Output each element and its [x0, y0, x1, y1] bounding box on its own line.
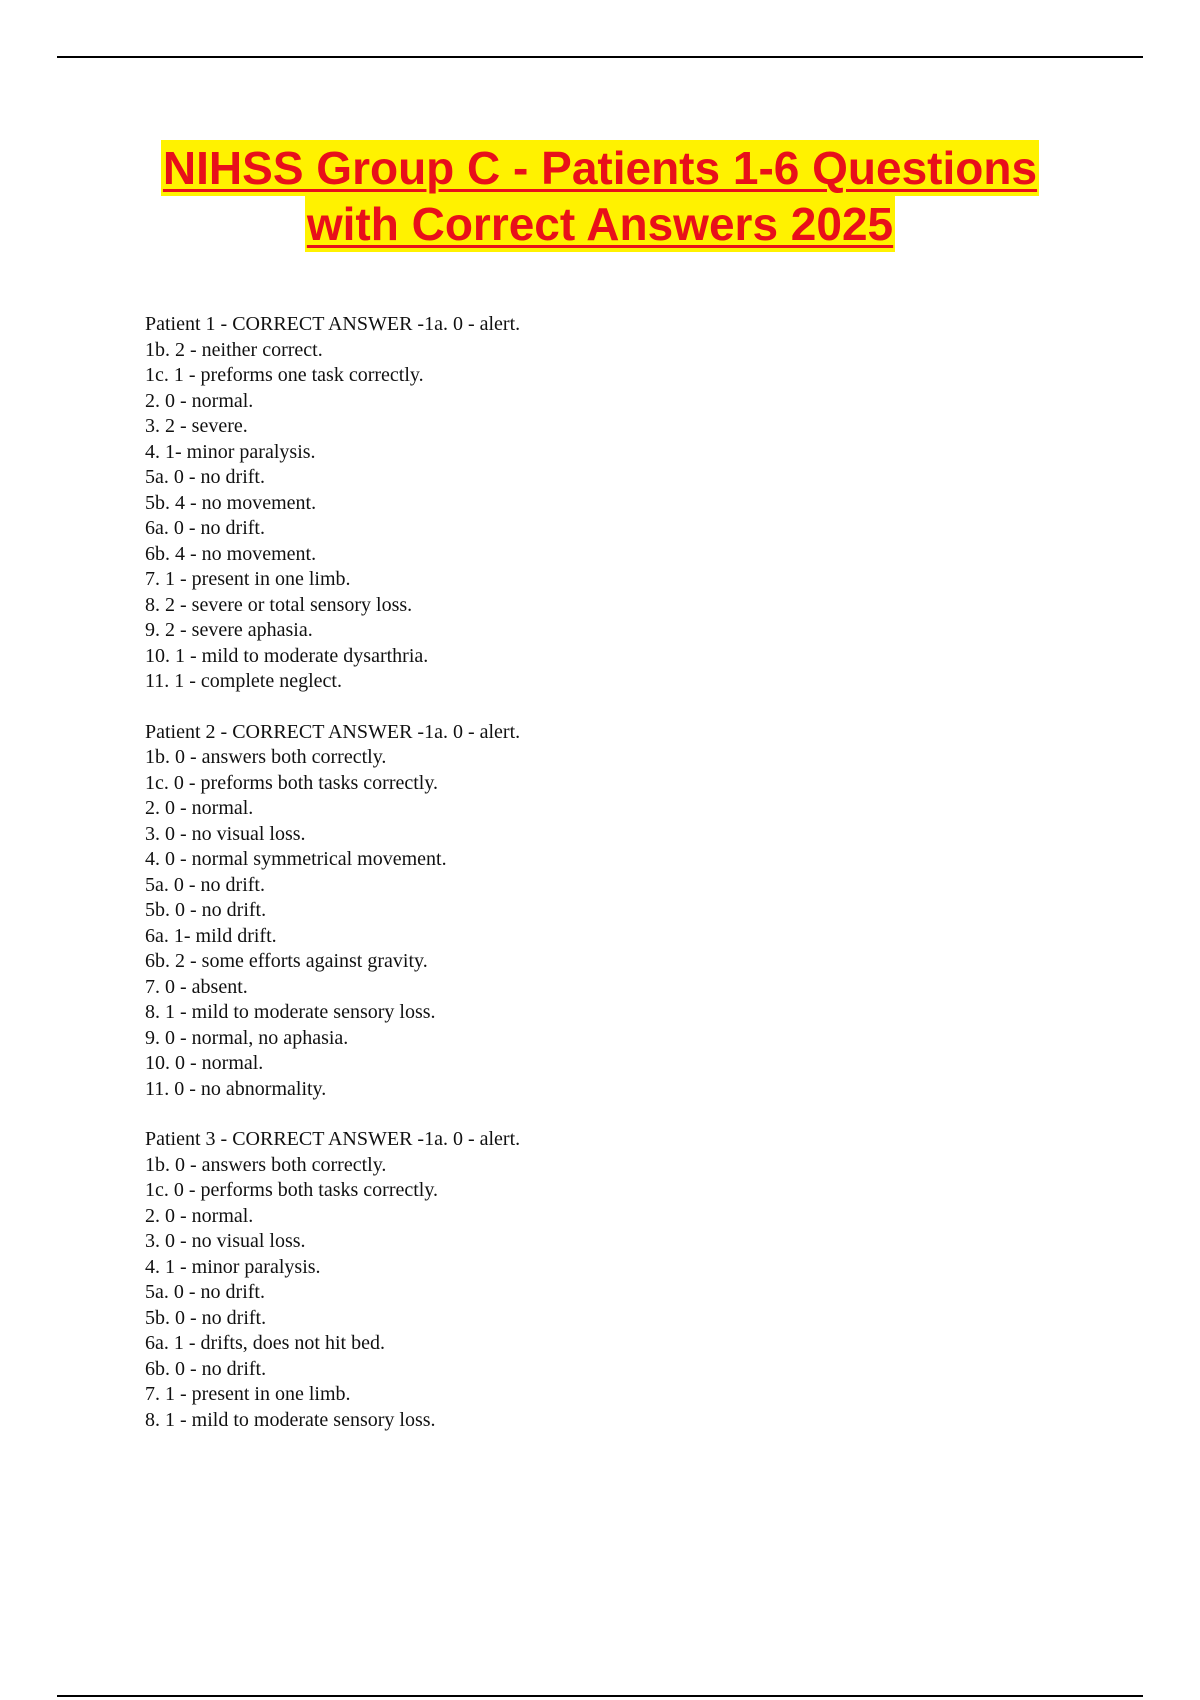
answer-line: 6a. 1 - drifts, does not hit bed.	[145, 1332, 385, 1354]
answer-line: Patient 1 - CORRECT ANSWER -1a. 0 - alert.	[145, 313, 521, 335]
answer-line: 5b. 4 - no movement.	[145, 491, 317, 514]
answer-line: 2. 0 - normal.	[145, 1204, 254, 1227]
answer-line: 5a. 0 - no drift.	[145, 873, 265, 896]
title-line-2: with Correct Answers 2025	[306, 198, 894, 250]
title-line-1: NIHSS Group C - Patients 1-6 Questions	[162, 142, 1038, 194]
answer-line: 7. 1 - present in one limb.	[145, 1383, 351, 1405]
patient-2-answers	[145, 720, 1045, 1103]
footer-rule	[57, 1695, 1143, 1697]
answer-line: 5b. 0 - no drift.	[145, 1306, 267, 1329]
answer-line: 1b. 0 - answers both correctly.	[145, 1153, 387, 1176]
answer-line: 6b. 0 - no drift.	[145, 1357, 267, 1380]
answer-line: 3. 0 - no visual loss.	[145, 1230, 306, 1252]
answer-line: 11. 1 - complete neglect.	[145, 670, 342, 692]
answer-line: 1c. 0 - performs both tasks correctly.	[145, 1179, 439, 1201]
document-title	[0, 140, 1200, 252]
patient-3-answers	[145, 1127, 1045, 1433]
answer-line: 2. 0 - normal.	[145, 389, 254, 412]
answer-line: 5a. 0 - no drift.	[145, 1281, 265, 1303]
answer-line: 5a. 0 - no drift.	[145, 466, 265, 488]
answer-line: 3. 2 - severe.	[145, 415, 248, 437]
patient-1-answers	[145, 312, 1045, 695]
answer-line: 10. 1 - mild to moderate dysarthria.	[145, 644, 429, 667]
answer-line: 6b. 2 - some efforts against gravity.	[145, 950, 428, 972]
answer-line: 5b. 0 - no drift.	[145, 899, 267, 921]
answer-line: 2. 0 - normal.	[145, 797, 254, 819]
answer-line: 1c. 0 - preforms both tasks correctly.	[145, 771, 439, 794]
answer-line: 11. 0 - no abnormality.	[145, 1077, 327, 1100]
answer-line: 4. 0 - normal symmetrical movement.	[145, 848, 447, 870]
answer-line: 1b. 0 - answers both correctly.	[145, 746, 387, 768]
answer-content	[145, 312, 1045, 1458]
answer-line: 6a. 0 - no drift.	[145, 517, 265, 539]
answer-line: 1b. 2 - neither correct.	[145, 338, 323, 361]
answer-line: 9. 0 - normal, no aphasia.	[145, 1026, 349, 1049]
answer-line: 10. 0 - normal.	[145, 1052, 264, 1074]
header-rule	[57, 56, 1143, 58]
answer-line: 6b. 4 - no movement.	[145, 542, 317, 565]
answer-line: 6a. 1- mild drift.	[145, 924, 277, 947]
answer-line: Patient 3 - CORRECT ANSWER -1a. 0 - alert.	[145, 1128, 521, 1150]
answer-line: 8. 1 - mild to moderate sensory loss.	[145, 1408, 436, 1431]
answer-line: 4. 1 - minor paralysis.	[145, 1255, 321, 1278]
answer-line: 8. 1 - mild to moderate sensory loss.	[145, 1001, 436, 1023]
answer-line: 1c. 1 - preforms one task correctly.	[145, 364, 424, 386]
answer-line: 4. 1- minor paralysis.	[145, 440, 316, 463]
answer-line: 7. 0 - absent.	[145, 975, 248, 998]
answer-line: 9. 2 - severe aphasia.	[145, 619, 313, 641]
answer-line: 3. 0 - no visual loss.	[145, 822, 306, 845]
answer-line: 8. 2 - severe or total sensory loss.	[145, 593, 413, 616]
answer-line: 7. 1 - present in one limb.	[145, 568, 351, 590]
answer-line: Patient 2 - CORRECT ANSWER -1a. 0 - alert.	[145, 720, 521, 743]
